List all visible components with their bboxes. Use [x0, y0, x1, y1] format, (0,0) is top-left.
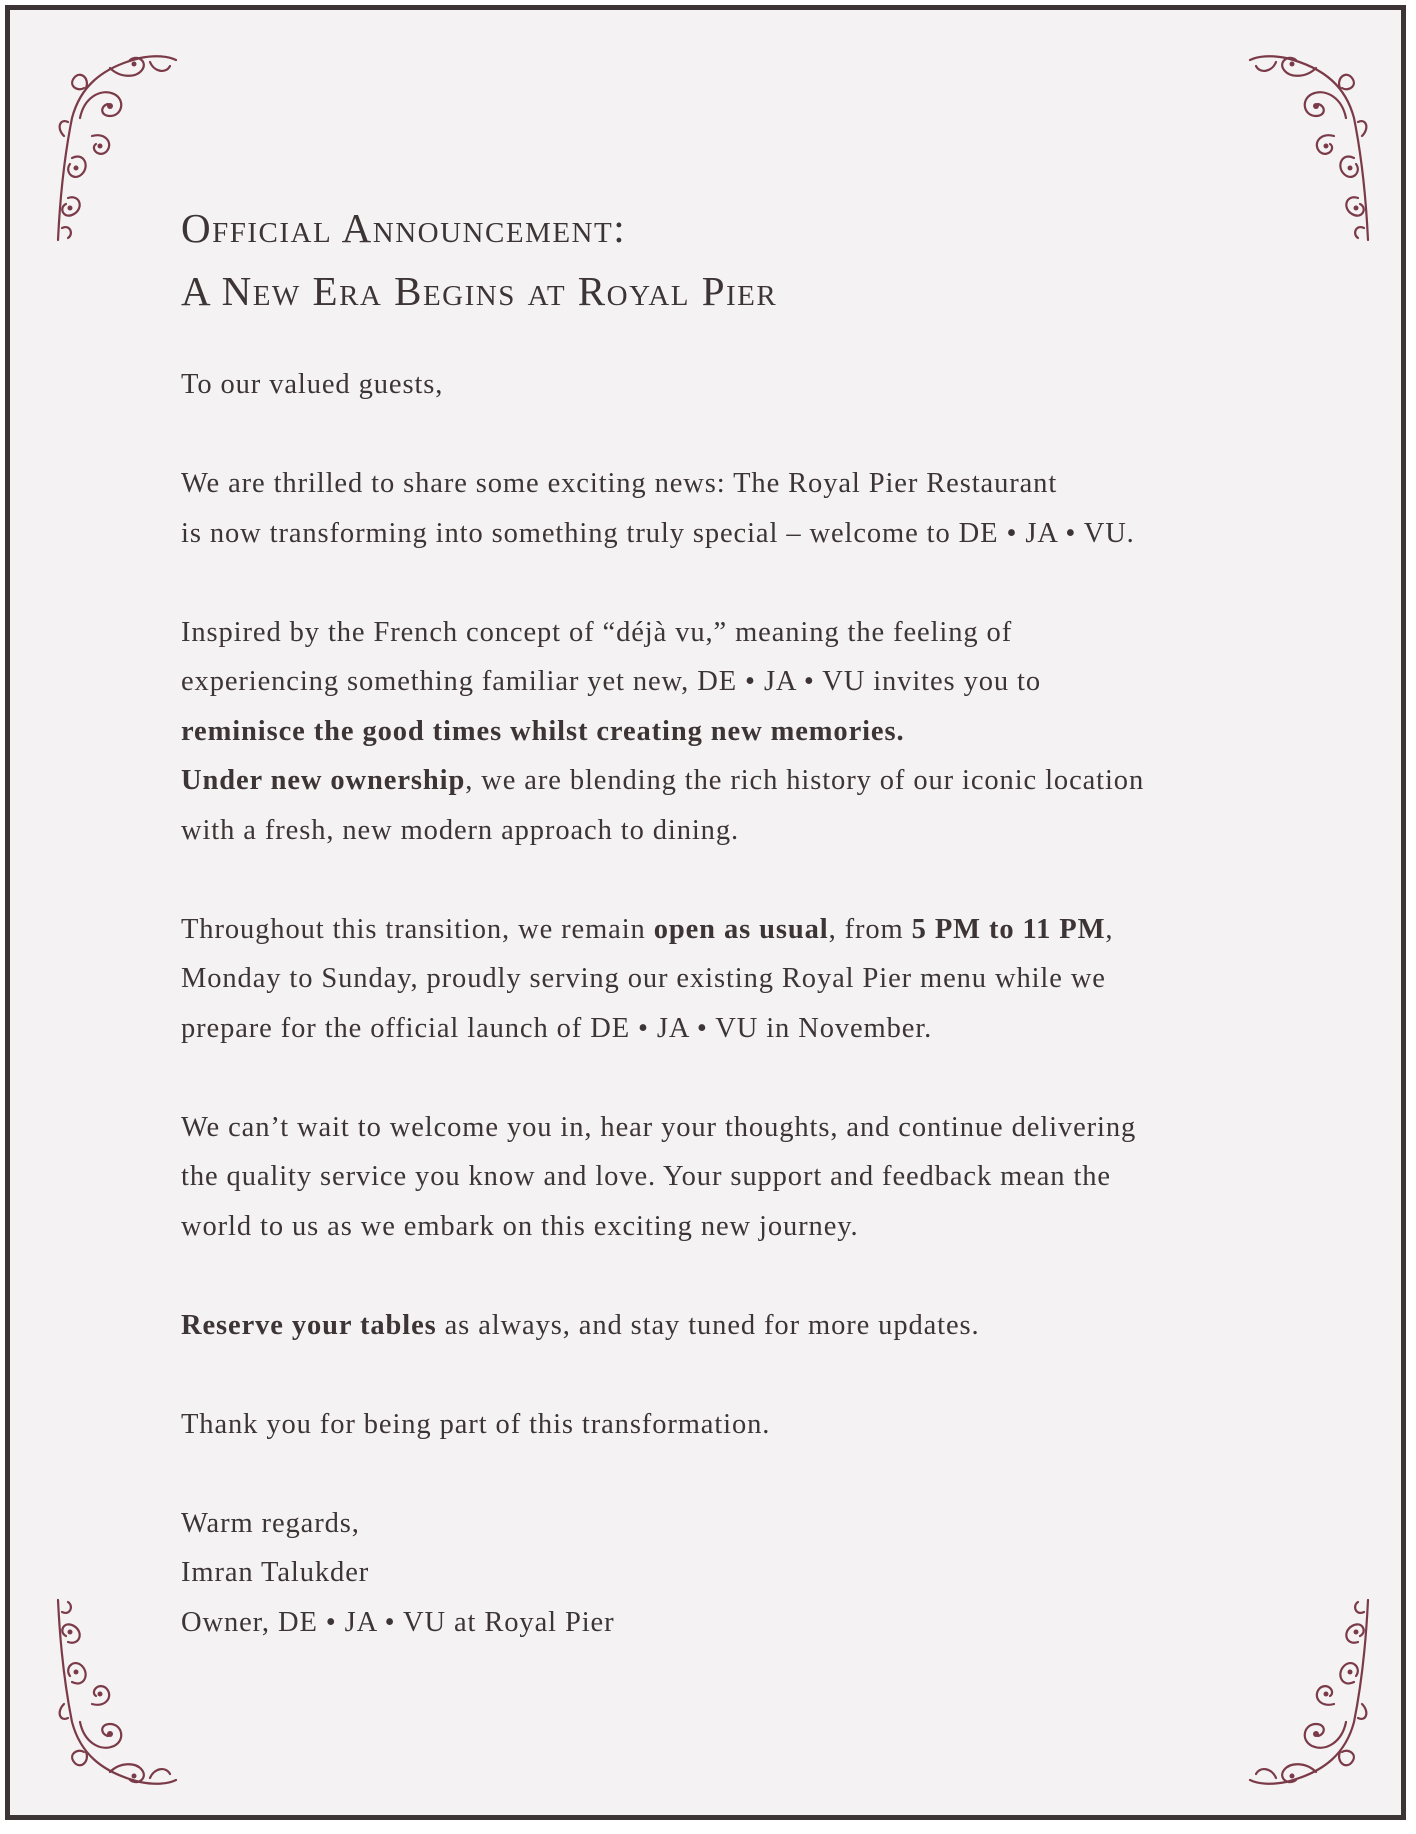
paragraph-line [181, 1301, 1261, 1351]
signer-title: Owner, DE • JA • VU at Royal Pier [181, 1606, 615, 1638]
inline-text: Throughout this transition, we remain [181, 913, 654, 945]
inline-text: , from [828, 913, 912, 945]
paragraph-reserve [181, 1301, 1261, 1351]
bold-text: reminisce the good times whilst creating new memories. [181, 715, 905, 747]
paragraph-line: with a fresh, new modern approach to dining. [181, 814, 739, 846]
filigree-icon [1246, 1592, 1376, 1792]
filigree-icon [1246, 48, 1376, 248]
signature-block [181, 1499, 1261, 1648]
paragraph-line: Thank you for being part of this transformation. [181, 1408, 771, 1440]
paragraph-line: is now transforming into something truly special – welcome to DE • JA • VU. [181, 517, 1135, 549]
paragraph-line: We can’t wait to welcome you in, hear your thoughts, and continue delivering [181, 1111, 1137, 1143]
inline-text: , [1105, 913, 1114, 945]
paragraph-line: Monday to Sunday, proudly serving our existing Royal Pier menu while we [181, 963, 1106, 994]
paragraph-line: Inspired by the French concept of “déjà vu,” meaning the feeling of [181, 616, 1013, 648]
corner-ornament-bottom-right [1246, 1592, 1376, 1792]
paragraph-line [181, 905, 1261, 955]
signer-name: Imran Talukder [181, 1557, 370, 1588]
signoff: Warm regards, [181, 1507, 360, 1539]
paragraph-line: the quality service you know and love. Your support and feedback mean the [181, 1161, 1111, 1192]
paragraph-concept [181, 608, 1261, 856]
page-title [181, 197, 1261, 323]
corner-ornament-top-right [1246, 48, 1376, 248]
paragraph-line: experiencing something familiar yet new, DE • JA • VU invites you to [181, 666, 1042, 697]
corner-ornament-bottom-left [50, 1592, 180, 1792]
greeting-text: To our valued guests, [181, 369, 444, 400]
inline-text: as always, and stay tuned for more updates. [436, 1309, 980, 1341]
bold-text: 5 PM to 11 PM [911, 913, 1106, 945]
paragraph-line: prepare for the official launch of DE • JA • VU in November. [181, 1012, 933, 1044]
title-line-2: A New Era Begins at Royal Pier [181, 268, 778, 314]
bold-text: Under new ownership [181, 765, 466, 796]
announcement-body [181, 197, 1261, 1647]
filigree-icon [50, 48, 180, 248]
bold-text: Reserve your tables [181, 1309, 437, 1341]
paragraph-hours [181, 905, 1261, 1054]
paragraph-thanks [181, 1400, 1261, 1450]
corner-ornament-top-left [50, 48, 180, 248]
announcement-page [5, 5, 1406, 1820]
paragraph-line: world to us as we embark on this exciting new journey. [181, 1210, 859, 1242]
title-line-1: Official Announcement: [181, 205, 627, 251]
paragraph-line: We are thrilled to share some exciting news: The Royal Pier Restaurant [181, 468, 1058, 499]
inline-text: , we are blending the rich history of our iconic location [465, 765, 1145, 796]
filigree-icon [50, 1592, 180, 1792]
paragraph-line [181, 756, 1261, 806]
paragraph-news [181, 459, 1261, 558]
bold-text: open as usual [653, 913, 829, 945]
paragraph-line [181, 707, 1261, 757]
paragraph-welcome [181, 1103, 1261, 1252]
greeting [181, 360, 1261, 410]
